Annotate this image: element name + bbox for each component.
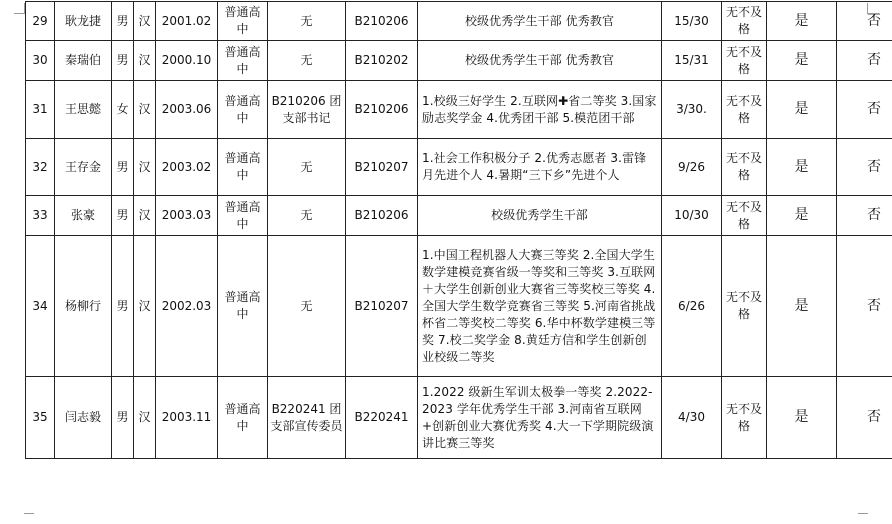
awards: 校级优秀学生干部 优秀教官 xyxy=(418,41,662,81)
yes-cell: 是 xyxy=(767,41,837,81)
yes-cell: 是 xyxy=(767,196,837,236)
gender: 男 xyxy=(112,196,134,236)
ethnicity: 汉 xyxy=(134,377,156,459)
awards: 校级优秀学生干部 优秀教官 xyxy=(418,2,662,41)
yes-cell: 是 xyxy=(767,236,837,377)
birth-date: 2001.02 xyxy=(156,2,218,41)
page-corner-mark xyxy=(24,513,34,524)
fail-status: 无不及格 xyxy=(722,377,767,459)
school-type: 普通高中 xyxy=(218,196,268,236)
rank-ratio: 15/31 xyxy=(662,41,722,81)
school-type: 普通高中 xyxy=(218,81,268,139)
no-cell: 否 xyxy=(837,41,892,81)
school-type: 普通高中 xyxy=(218,377,268,459)
no-cell: 否 xyxy=(837,236,892,377)
awards: 1.社会工作积极分子 2.优秀志愿者 3.雷锋月先进个人 4.暑期“三下乡”先进个人 xyxy=(418,139,662,196)
table-row xyxy=(26,377,892,459)
no-cell: 否 xyxy=(837,81,892,139)
post: 无 xyxy=(268,236,346,377)
ethnicity: 汉 xyxy=(134,41,156,81)
student-name: 张豪 xyxy=(55,196,112,236)
student-table xyxy=(25,1,892,459)
class-code: B220241 xyxy=(346,377,418,459)
post: B210206 团支部书记 xyxy=(268,81,346,139)
ethnicity: 汉 xyxy=(134,196,156,236)
fail-status: 无不及格 xyxy=(722,2,767,41)
fail-status: 无不及格 xyxy=(722,81,767,139)
row-number: 35 xyxy=(26,377,55,459)
post: 无 xyxy=(268,41,346,81)
birth-date: 2002.03 xyxy=(156,236,218,377)
class-code: B210206 xyxy=(346,81,418,139)
yes-cell: 是 xyxy=(767,2,837,41)
no-cell: 否 xyxy=(837,139,892,196)
fail-status: 无不及格 xyxy=(722,236,767,377)
awards: 1.2022 级新生军训太极拳一等奖 2.2022-2023 学年优秀学生干部 3.河南省互联网+创新创业大赛优秀奖 4.大一下学期院级演讲比赛三等奖 xyxy=(418,377,662,459)
ethnicity: 汉 xyxy=(134,236,156,377)
awards: 1.中国工程机器人大赛三等奖 2.全国大学生数学建模竞赛省级一等奖和三等奖 3.互联网＋大学生创新创业大赛省三等奖校三等奖 4.全国大学生数学竞赛省三等奖 5.河南省挑战杯省二等奖校二等奖 6.华中杯数学建模三等奖 7.校二奖学金 8.黄廷方信和学生创新创业校级二等奖 xyxy=(418,236,662,377)
fail-status: 无不及格 xyxy=(722,41,767,81)
class-code: B210202 xyxy=(346,41,418,81)
table-row xyxy=(26,139,892,196)
table-row xyxy=(26,2,892,41)
gender: 女 xyxy=(112,81,134,139)
birth-date: 2003.02 xyxy=(156,139,218,196)
post: 无 xyxy=(268,196,346,236)
post: 无 xyxy=(268,139,346,196)
no-cell: 否 xyxy=(837,2,892,41)
birth-date: 2003.11 xyxy=(156,377,218,459)
class-code: B210206 xyxy=(346,2,418,41)
student-name: 王存金 xyxy=(55,139,112,196)
school-type: 普通高中 xyxy=(218,236,268,377)
page-corner-mark xyxy=(14,3,25,14)
awards: 校级优秀学生干部 xyxy=(418,196,662,236)
yes-cell: 是 xyxy=(767,139,837,196)
table-row xyxy=(26,236,892,377)
page-corner-mark xyxy=(858,513,868,524)
student-name: 闫志毅 xyxy=(55,377,112,459)
table-row xyxy=(26,41,892,81)
row-number: 30 xyxy=(26,41,55,81)
birth-date: 2000.10 xyxy=(156,41,218,81)
row-number: 31 xyxy=(26,81,55,139)
student-name: 杨柳行 xyxy=(55,236,112,377)
student-name: 耿龙捷 xyxy=(55,2,112,41)
rank-ratio: 15/30 xyxy=(662,2,722,41)
gender: 男 xyxy=(112,139,134,196)
school-type: 普通高中 xyxy=(218,41,268,81)
rank-ratio: 3/30. xyxy=(662,81,722,139)
school-type: 普通高中 xyxy=(218,2,268,41)
post: 无 xyxy=(268,2,346,41)
student-name: 王思懿 xyxy=(55,81,112,139)
ethnicity: 汉 xyxy=(134,81,156,139)
row-number: 34 xyxy=(26,236,55,377)
class-code: B210206 xyxy=(346,196,418,236)
awards: 1.校级三好学生 2.互联网✚省二等奖 3.国家励志奖学金 4.优秀团干部 5.模范团干部 xyxy=(418,81,662,139)
birth-date: 2003.06 xyxy=(156,81,218,139)
no-cell: 否 xyxy=(837,196,892,236)
row-number: 33 xyxy=(26,196,55,236)
gender: 男 xyxy=(112,236,134,377)
post: B220241 团支部宣传委员 xyxy=(268,377,346,459)
table-row xyxy=(26,81,892,139)
yes-cell: 是 xyxy=(767,81,837,139)
row-number: 29 xyxy=(26,2,55,41)
gender: 男 xyxy=(112,377,134,459)
birth-date: 2003.03 xyxy=(156,196,218,236)
table-row xyxy=(26,196,892,236)
class-code: B210207 xyxy=(346,139,418,196)
gender: 男 xyxy=(112,2,134,41)
rank-ratio: 10/30 xyxy=(662,196,722,236)
rank-ratio: 6/26 xyxy=(662,236,722,377)
gender: 男 xyxy=(112,41,134,81)
yes-cell: 是 xyxy=(767,377,837,459)
fail-status: 无不及格 xyxy=(722,139,767,196)
rank-ratio: 9/26 xyxy=(662,139,722,196)
no-cell: 否 xyxy=(837,377,892,459)
school-type: 普通高中 xyxy=(218,139,268,196)
class-code: B210207 xyxy=(346,236,418,377)
ethnicity: 汉 xyxy=(134,139,156,196)
ethnicity: 汉 xyxy=(134,2,156,41)
rank-ratio: 4/30 xyxy=(662,377,722,459)
student-name: 秦瑞伯 xyxy=(55,41,112,81)
row-number: 32 xyxy=(26,139,55,196)
fail-status: 无不及格 xyxy=(722,196,767,236)
